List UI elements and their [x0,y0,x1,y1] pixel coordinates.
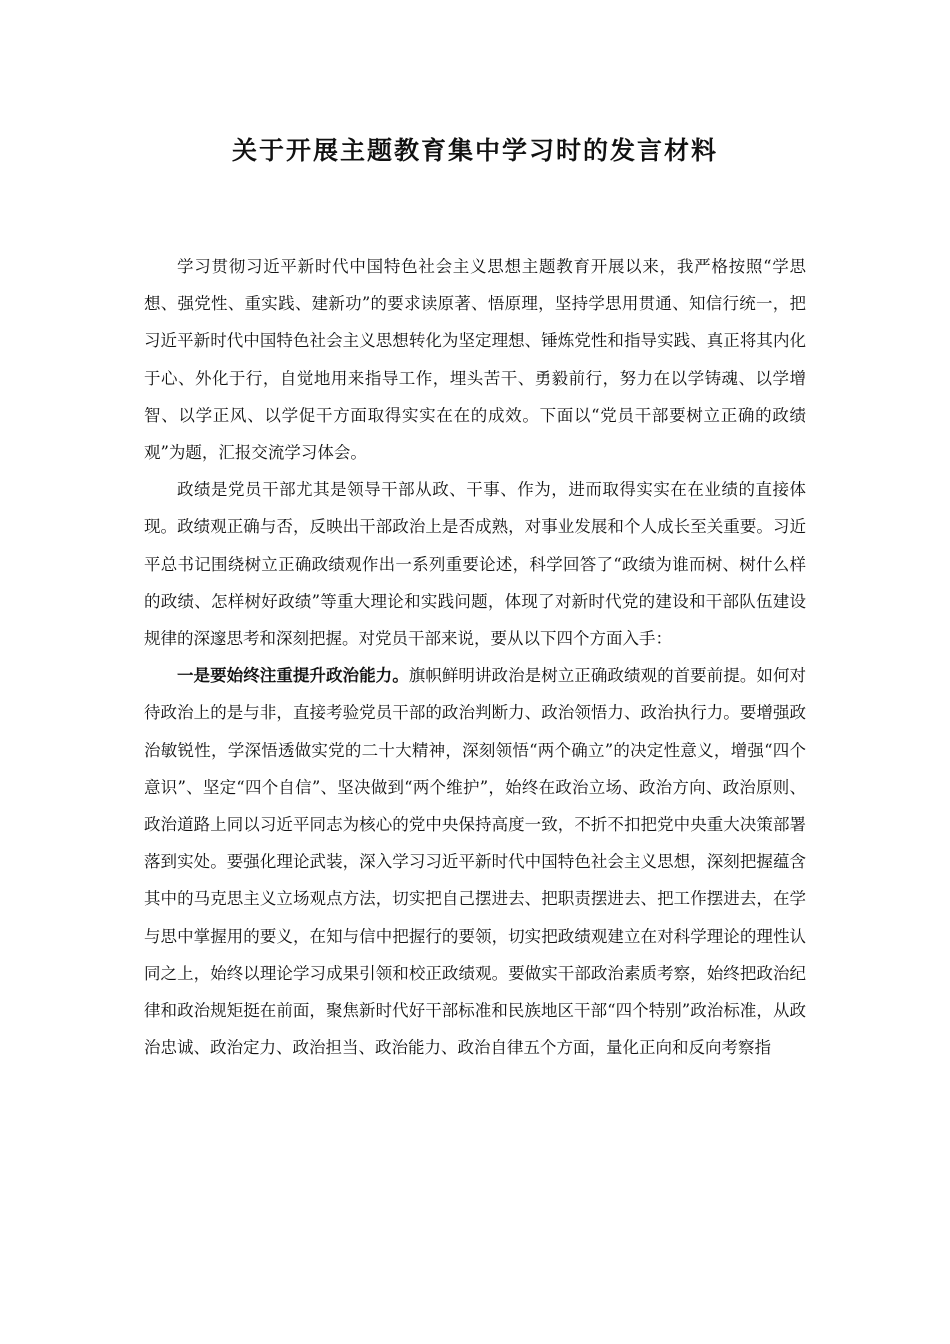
paragraph-point-one [144,657,806,1066]
paragraph-political-achievement-text: 政绩是党员干部尤其是领导干部从政、干事、作为，进而取得实实在在业绩的直接体现。政绩观正确与否，反映出干部政治上是否成熟，对事业发展和个人成长至关重要。习近平总书记围绕树立正确政绩观作出一系列重要论述，科学回答了“政绩为谁而树、树什么样的政绩、怎样树好政绩”等重大理论和实践问题，体现了对新时代党的建设和干部队伍建设规律的深邃思考和深刻把握。对党员干部来说，要从以下四个方面入手： [144,480,806,649]
paragraph-political-achievement [144,471,806,657]
paragraph-intro [144,248,806,471]
paragraph-point-one-text: 旗帜鲜明讲政治是树立正确政绩观的首要前提。如何对待政治上的是与非，直接考验党员干部的政治判断力、政治领悟力、政治执行力。要增强政治敏锐性，学深悟透做实党的二十大精神，深刻领悟“两个确立”的决定性意义，增强“四个意识”、坚定“四个自信”、坚决做到“两个维护”，始终在政治立场、政治方向、政治原则、政治道路上同以习近平同志为核心的党中央保持高度一致，不折不扣把党中央重大决策部署落到实处。要强化理论武装，深入学习习近平新时代中国特色社会主义思想，深刻把握蕴含其中的马克思主义立场观点方法，切实把自己摆进去、把职责摆进去、把工作摆进去，在学与思中掌握用的要义，在知与信中把握行的要领，切实把政绩观建立在对科学理论的理性认同之上，始终以理论学习成果引领和校正政绩观。要做实干部政治素质考察，始终把政治纪律和政治规矩挺在前面，聚焦新时代好干部标准和民族地区干部“四个特别”政治标准，从政治忠诚、政治定力、政治担当、政治能力、政治自律五个方面，量化正向和反向考察指 [144,666,807,1058]
document-body [144,248,806,1066]
paragraph-intro-text: 学习贯彻习近平新时代中国特色社会主义思想主题教育开展以来，我严格按照“学思想、强党性、重实践、建新功”的要求读原著、悟原理，坚持学思用贯通、知信行统一，把习近平新时代中国特色社会主义思想转化为坚定理想、锤炼党性和指导实践、真正将其内化于心、外化于行，自觉地用来指导工作，埋头苦干、勇毅前行，努力在以学铸魂、以学增智、以学正风、以学促干方面取得实实在在的成效。下面以“党员干部要树立正确的政绩观”为题，汇报交流学习体会。 [144,257,806,463]
document-title: 关于开展主题教育集中学习时的发言材料 [231,136,718,165]
paragraph-point-one-lead: 一是要始终注重提升政治能力。 [177,666,409,686]
